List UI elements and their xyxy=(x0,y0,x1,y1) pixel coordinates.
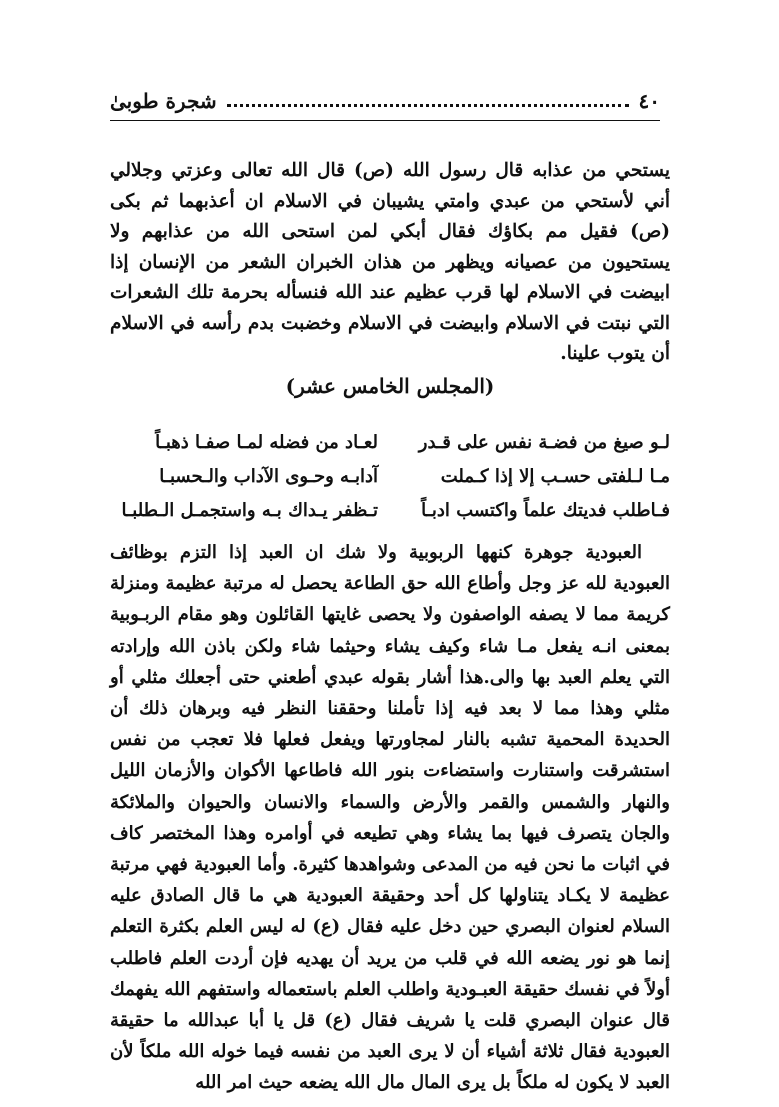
page-header xyxy=(110,86,660,116)
poem-verse xyxy=(110,459,670,493)
verse-left-hemistich: آدابـه وحـوى الآداب والـحسبـا xyxy=(159,465,378,487)
page-number: ٤٠ xyxy=(638,89,660,113)
poem xyxy=(110,425,670,527)
verse-left-hemistich: لعـاد من فضله لمـا صفـا ذهبـاً xyxy=(155,431,378,453)
poem-verse xyxy=(110,425,670,459)
header-rule xyxy=(110,120,660,121)
section-heading: (المجلس الخامس عشر) xyxy=(285,374,495,398)
verse-right-hemistich: فـاطلب فديتك علماً واكتسب ادبـاً xyxy=(421,499,670,521)
paragraph-1: يستحي من عذابه قال رسول الله (ص) قال الله تعالى وعزتي وجلالي أني لأستحي من عبدي وامتي يشيبان في الاسلام ان أعذبهما ثم بكى (ص) فقيل مم بكاؤك فقال أبكي لمن استحى الله من عذابهم ولا يستحيون من عصيانه ويظهر من هذان الخبران الشعر من الإنسان إذا ابيضت في الاسلام لها قرب عظيم عند الله فنسأله بحرمة تلك الشعرات التي نبتت في الاسلام وابيضت في الاسلام وخضبت بدم رأسه في الاسلام أن يتوب علينا. xyxy=(110,160,670,364)
verse-left-hemistich: تـظفر يـداك بـه واستجمـل الـطلبـا xyxy=(121,499,378,521)
running-title: شجرة طوبىٰ xyxy=(110,89,217,113)
paragraph-2: العبودية جوهرة كنهها الربوبية ولا شك ان العبد إذا التزم بوظائف العبودية لله عز وجل وأطاع الله حق الطاعة يحصل له مرتبة عظيمة ومنزلة كريمة مما لا يصفه الواصفون ولا يحصى غايتها القائلون وهو مقام الربـوبية بمعنى انـه يفعل مـا شاء وكيف يشاء وحيثما شاء ولكن باذن الله وإرادته التي يعلم العبد بها والى.هذا أشار بقوله عبدي أطعني حتى أجعلك مثلي أو مثلي وهذا مما لا بعد فيه إذا تأملنا وحققنا النظر فيه وبرهان ذلك أن الحديدة المحمية تشبه بالنار لمجاورتها ويفعل فعلها فلا تعجب من نفس استشرقت واستنارت واستضاءت بنور الله فاطاعها الأكوان والأزمان الليل والنهار والشمس والقمر والأرض والسماء والانسان والحيوان والملائكة والجان يتصرف فيها بما يشاء وهي تطيعه في أوامره وهذا المختصر كاف في اثبات ما نحن فيه من المدعى وشواهدها كثيرة. وأما العبودية فهي مرتبة عظيمة لا يكـاد يتناولها كل أحد وحقيقة العبودية هي ما قال الصادق عليه السلام لعنوان البصري حين دخل عليه فقال (ع) له ليس العلم بكثرة التعلم إنما هو نور يضعه الله في قلب من يريد أن يهديه فإن أردت العلم فاطلب أولاً في نفسك حقيقة العبـودية واطلب العلم باستعماله واستفهم الله يفهمك قال عنوان البصري قلت يا شريف فقال (ع) قل يا أبا عبدالله ما حقيقة العبودية فقال ثلاثة أشياء أن لا يرى العبد من نفسه فيما خوله الله ملكاً لأن العبد لا يكون له ملكاً بل يرى المال مال الله يضعه حيث امر الله xyxy=(110,542,670,1094)
poem-verse xyxy=(110,493,670,527)
verse-right-hemistich: مـا لـلفتى حسـب إلا إذا كـملت xyxy=(440,465,670,487)
header-dot-leader xyxy=(227,104,629,107)
verse-right-hemistich: لـو صيغ من فضـة نفس على قـدر xyxy=(418,431,670,453)
